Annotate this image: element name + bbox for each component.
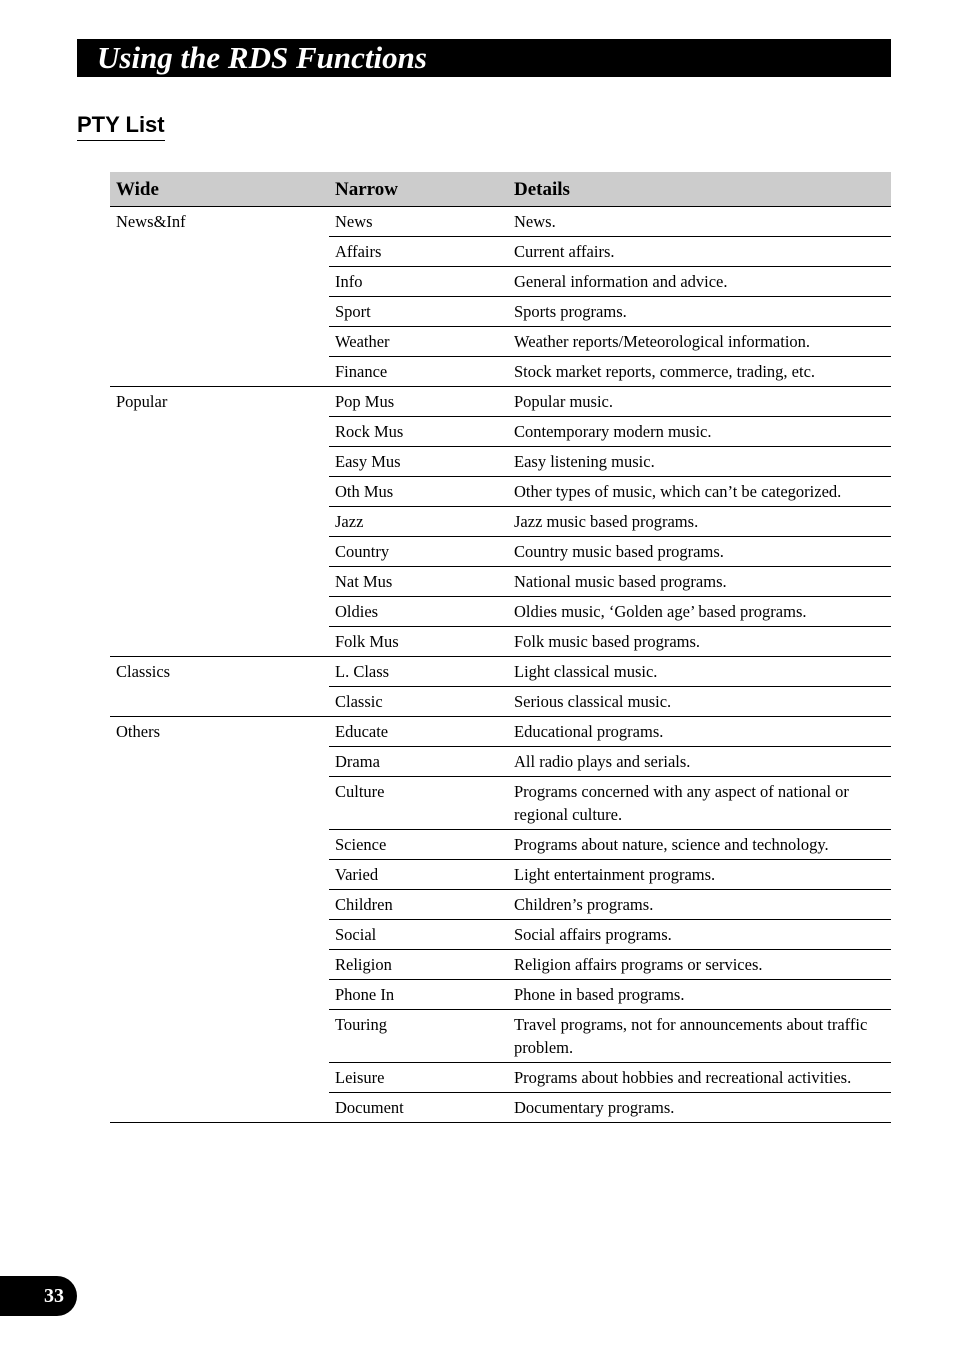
narrow-type-cell: Touring (329, 1010, 508, 1063)
narrow-type-cell: Document (329, 1093, 508, 1123)
narrow-type-cell: Nat Mus (329, 567, 508, 597)
narrow-type-cell: Educate (329, 717, 508, 747)
narrow-type-cell: Easy Mus (329, 447, 508, 477)
narrow-type-cell: Religion (329, 950, 508, 980)
details-cell: Documentary programs. (508, 1093, 891, 1123)
narrow-type-cell: Country (329, 537, 508, 567)
narrow-type-cell: Affairs (329, 237, 508, 267)
details-cell: Weather reports/Meteorological information. (508, 327, 891, 357)
narrow-type-cell: Finance (329, 357, 508, 387)
details-cell: Oldies music, ‘Golden age’ based programs. (508, 597, 891, 627)
table-header-row (110, 172, 891, 207)
column-header-details: Details (508, 172, 891, 207)
narrow-type-cell: Sport (329, 297, 508, 327)
details-cell: Programs concerned with any aspect of national or regional culture. (508, 777, 891, 830)
details-cell: Jazz music based programs. (508, 507, 891, 537)
details-cell: Easy listening music. (508, 447, 891, 477)
pty-table (110, 172, 891, 1123)
details-cell: Sports programs. (508, 297, 891, 327)
details-cell: All radio plays and serials. (508, 747, 891, 777)
narrow-type-cell: Folk Mus (329, 627, 508, 657)
narrow-type-cell: Phone In (329, 980, 508, 1010)
details-cell: Social affairs programs. (508, 920, 891, 950)
details-cell: Light classical music. (508, 657, 891, 687)
narrow-type-cell: News (329, 207, 508, 237)
narrow-type-cell: Jazz (329, 507, 508, 537)
details-cell: Educational programs. (508, 717, 891, 747)
details-cell: Religion affairs programs or services. (508, 950, 891, 980)
details-cell: Stock market reports, commerce, trading, etc. (508, 357, 891, 387)
wide-category-cell: Popular (110, 387, 329, 657)
details-cell: Contemporary modern music. (508, 417, 891, 447)
details-cell: National music based programs. (508, 567, 891, 597)
table-row (110, 657, 891, 687)
details-cell: Light entertainment programs. (508, 860, 891, 890)
page-header-title: Using the RDS Functions (77, 39, 891, 77)
details-cell: Programs about hobbies and recreational activities. (508, 1063, 891, 1093)
details-cell: Current affairs. (508, 237, 891, 267)
narrow-type-cell: Culture (329, 777, 508, 830)
column-header-narrow: Narrow (329, 172, 508, 207)
narrow-type-cell: Pop Mus (329, 387, 508, 417)
table-row (110, 387, 891, 417)
details-cell: Phone in based programs. (508, 980, 891, 1010)
details-cell: Serious classical music. (508, 687, 891, 717)
narrow-type-cell: Leisure (329, 1063, 508, 1093)
details-cell: Folk music based programs. (508, 627, 891, 657)
table-row (110, 717, 891, 747)
details-cell: Children’s programs. (508, 890, 891, 920)
narrow-type-cell: Rock Mus (329, 417, 508, 447)
narrow-type-cell: Varied (329, 860, 508, 890)
narrow-type-cell: Drama (329, 747, 508, 777)
column-header-wide: Wide (110, 172, 329, 207)
details-cell: Travel programs, not for announcements about traffic problem. (508, 1010, 891, 1063)
page-number: 33 (0, 1276, 77, 1316)
narrow-type-cell: Classic (329, 687, 508, 717)
wide-category-cell: News&Inf (110, 207, 329, 387)
details-cell: Other types of music, which can’t be categorized. (508, 477, 891, 507)
narrow-type-cell: Weather (329, 327, 508, 357)
narrow-type-cell: Oldies (329, 597, 508, 627)
table-body (110, 207, 891, 1123)
narrow-type-cell: Social (329, 920, 508, 950)
narrow-type-cell: Info (329, 267, 508, 297)
details-cell: Programs about nature, science and technology. (508, 830, 891, 860)
table-row (110, 207, 891, 237)
narrow-type-cell: Oth Mus (329, 477, 508, 507)
details-cell: News. (508, 207, 891, 237)
details-cell: Country music based programs. (508, 537, 891, 567)
wide-category-cell: Others (110, 717, 329, 1123)
details-cell: Popular music. (508, 387, 891, 417)
section-title: PTY List (77, 110, 165, 141)
wide-category-cell: Classics (110, 657, 329, 717)
narrow-type-cell: L. Class (329, 657, 508, 687)
narrow-type-cell: Science (329, 830, 508, 860)
details-cell: General information and advice. (508, 267, 891, 297)
narrow-type-cell: Children (329, 890, 508, 920)
